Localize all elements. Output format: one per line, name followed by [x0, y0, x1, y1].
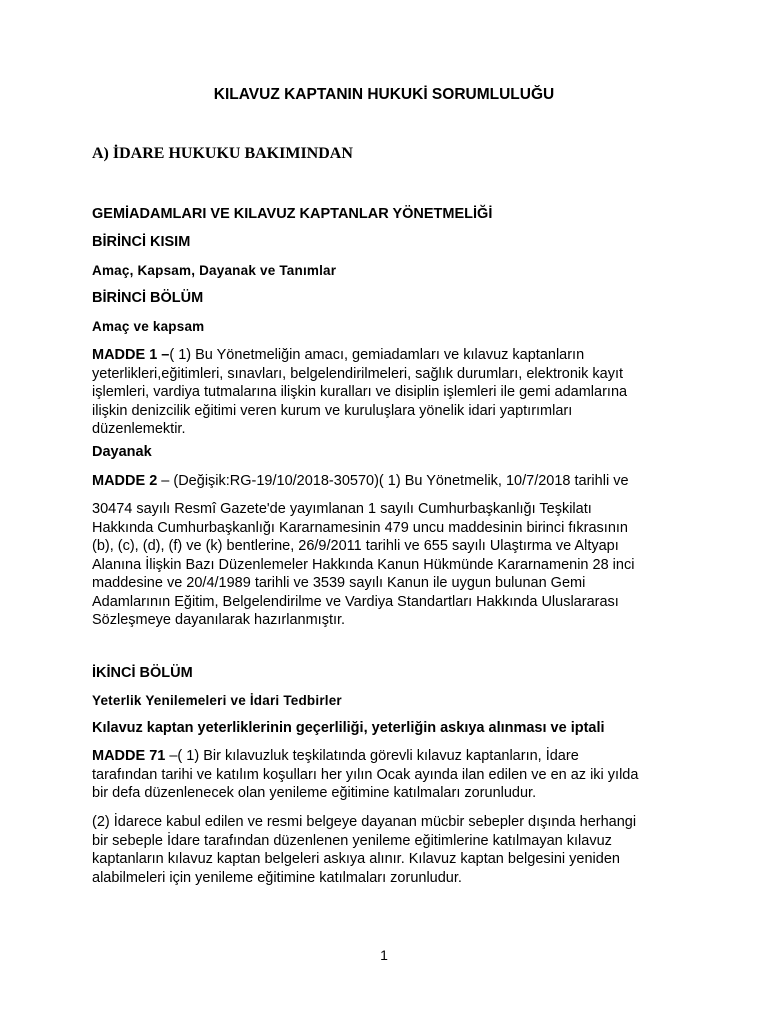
chapter-two-heading: İKİNCİ BÖLÜM	[92, 665, 193, 681]
part-one-subheading: Amaç, Kapsam, Dayanak ve Tanımlar	[92, 263, 337, 278]
article-71-p2-line: kaptanların kılavuz kaptan belgeleri askıya alınır. Kılavuz kaptan belgesini yeniden	[92, 851, 620, 867]
article-2-line: Hakkında Cumhurbaşkanlığı Kararnamesinin 479 uncu maddesinin birinci fıkrasının	[92, 519, 628, 536]
article-71-line: bir defa düzenlenecek olan yenileme eğitimine katılmaları zorunludur.	[92, 785, 537, 801]
regulation-title: GEMİADAMLARI VE KILAVUZ KAPTANLAR YÖNETMELİĞİ	[92, 206, 493, 222]
article-2-label: MADDE 2	[92, 473, 158, 489]
article-71-line: tarafından tarihi ve katılım koşulları her yılın Ocak ayında ilan edilen ve en az iki yılda	[92, 766, 639, 783]
article-2-line: – (Değişik:RG-19/10/2018-30570)( 1) Bu Yönetmelik, 10/7/2018 tarihli ve	[157, 473, 629, 489]
chapter-one-heading: BİRİNCİ BÖLÜM	[92, 290, 204, 306]
chapter-two-subheading: Yeterlik Yenilemeleri ve İdari Tedbirler	[92, 693, 342, 708]
article-1-label: MADDE 1 –	[92, 347, 170, 363]
article-1-line: yeterlikleri,eğitimleri, sınavları, belgelendirilmeleri, sağlık durumları, elektronik kayıt	[92, 365, 624, 382]
part-one-heading: BİRİNCİ KISIM	[92, 234, 191, 250]
section-a-heading: A) İDARE HUKUKU BAKIMINDAN	[92, 145, 353, 162]
basis-heading: Dayanak	[92, 444, 152, 460]
article-1-line: ( 1) Bu Yönetmeliğin amacı, gemiadamları ve kılavuz kaptanların	[169, 347, 585, 363]
page-number: 1	[380, 947, 388, 963]
article-1-line: ilişkin denizcilik eğitimi veren kurum ve kuruluşlara yönelik idari yaptırımları	[92, 402, 573, 419]
article-71-p2-line: bir sebeple İdare tarafından düzenlenen yenileme eğitimlerine katılmayan kılavuz	[92, 832, 612, 849]
article-2-line: 30474 sayılı Resmî Gazete'de yayımlanan 1 sayılı Cumhurbaşkanlığı Teşkilatı	[92, 501, 592, 517]
article-2-first-line	[92, 472, 682, 491]
article-71-p2-line: alabilmeleri için yenileme eğitimine katılmaları zorunludur.	[92, 869, 462, 886]
article-1-paragraph	[92, 346, 682, 439]
article-71-paragraph-2	[92, 813, 682, 887]
article-2-line: Adamlarının Eğitim, Belgelendirilme ve Vardiya Standartları Hakkında Uluslararası	[92, 593, 619, 610]
document-title: KILAVUZ KAPTANIN HUKUKİ SORUMLULUĞU	[213, 86, 555, 103]
article-2-line: Alanına İlişkin Bazı Düzenlemeler Hakkında Kanun Hükmünde Kararnamenin 28 inci	[92, 556, 635, 573]
article-1-line: işlemleri, vardiya tutmalarına ilişkin kuralları ve disiplin işlemleri ile gemi adamlarına	[92, 384, 628, 400]
article-2-line: (b), (c), (d), (f) ve (k) bentlerine, 26/9/2011 tarihli ve 655 sayılı Ulaştırma ve Altyapı	[92, 538, 619, 554]
article-1-line: düzenlemektir.	[92, 421, 186, 437]
article-2-line: Sözleşmeye dayanılarak hazırlanmıştır.	[92, 612, 346, 628]
chapter-one-subheading: Amaç ve kapsam	[92, 319, 205, 334]
article-71-p2-line: (2) İdarece kabul edilen ve resmi belgeye dayanan mücbir sebepler dışında herhangi	[92, 814, 637, 830]
article-2-paragraph	[92, 500, 682, 630]
article-71-label: MADDE 71	[92, 748, 166, 764]
article-71-line: –( 1) Bir kılavuzluk teşkilatında görevli kılavuz kaptanların, İdare	[165, 748, 579, 764]
article-71-paragraph	[92, 747, 682, 803]
article-2-line: maddesine ve 20/4/1989 tarihli ve 3539 sayılı Kanun ile uygun bulunan Gemi	[92, 575, 586, 591]
article-71-heading: Kılavuz kaptan yeterliklerinin geçerliliği, yeterliğin askıya alınması ve iptali	[92, 720, 605, 736]
